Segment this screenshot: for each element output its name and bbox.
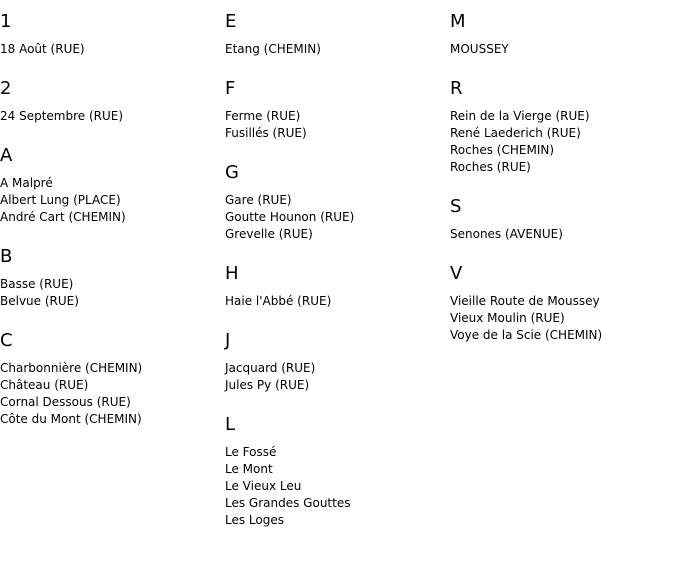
section-heading: S xyxy=(450,196,462,217)
street-link[interactable]: Voye de la Scie (CHEMIN) xyxy=(450,328,603,342)
street-link[interactable]: Les Grandes Gouttes xyxy=(225,496,351,510)
street-link[interactable]: Roches (CHEMIN) xyxy=(450,143,555,157)
index-section-a xyxy=(0,145,225,226)
street-link[interactable]: Vieille Route de Moussey xyxy=(450,294,600,308)
street-link[interactable]: Le Mont xyxy=(225,462,273,476)
section-heading: C xyxy=(0,330,13,351)
street-link[interactable]: 24 Septembre (RUE) xyxy=(0,109,124,123)
section-heading: L xyxy=(225,414,236,435)
index-section-h xyxy=(225,263,450,310)
index-section-b xyxy=(0,246,225,310)
section-heading: J xyxy=(225,330,231,351)
street-link[interactable]: Le Fossé xyxy=(225,445,277,459)
street-link[interactable]: Haie l'Abbé (RUE) xyxy=(225,294,332,308)
street-list xyxy=(225,108,450,142)
street-link[interactable]: Senones (AVENUE) xyxy=(450,227,563,241)
index-section-r xyxy=(450,78,675,176)
index-column-2 xyxy=(225,0,450,575)
street-list xyxy=(450,293,675,344)
section-heading: E xyxy=(225,11,237,32)
street-link[interactable]: Belvue (RUE) xyxy=(0,294,79,308)
index-section-m xyxy=(450,11,675,58)
street-link[interactable]: Grevelle (RUE) xyxy=(225,227,313,241)
street-list xyxy=(0,108,225,125)
section-heading: 1 xyxy=(0,11,12,32)
street-list xyxy=(0,276,225,310)
index-section-s xyxy=(450,196,675,243)
street-link[interactable]: Château (RUE) xyxy=(0,378,89,392)
index-section-j xyxy=(225,330,450,394)
street-link[interactable]: Jacquard (RUE) xyxy=(225,361,316,375)
street-link[interactable]: 18 Août (RUE) xyxy=(0,42,85,56)
section-heading: A xyxy=(0,145,13,166)
index-section-f xyxy=(225,78,450,142)
street-link[interactable]: Les Loges xyxy=(225,513,284,527)
street-link[interactable]: MOUSSEY xyxy=(450,42,509,56)
index-section-c xyxy=(0,330,225,428)
street-list xyxy=(450,108,675,176)
index-column-1 xyxy=(0,0,225,575)
index-section-l xyxy=(225,414,450,529)
street-link[interactable]: Vieux Moulin (RUE) xyxy=(450,311,565,325)
section-heading: G xyxy=(225,162,239,183)
street-link[interactable]: Côte du Mont (CHEMIN) xyxy=(0,412,142,426)
street-list xyxy=(225,360,450,394)
street-link[interactable]: René Laederich (RUE) xyxy=(450,126,581,140)
street-list xyxy=(0,41,225,58)
street-link[interactable]: Goutte Hounon (RUE) xyxy=(225,210,355,224)
street-list xyxy=(225,293,450,310)
street-list xyxy=(225,192,450,243)
street-link[interactable]: André Cart (CHEMIN) xyxy=(0,210,126,224)
street-link[interactable]: Le Vieux Leu xyxy=(225,479,302,493)
index-section-v xyxy=(450,263,675,344)
street-link[interactable]: Albert Lung (PLACE) xyxy=(0,193,121,207)
section-heading: V xyxy=(450,263,463,284)
index-section-2 xyxy=(0,78,225,125)
street-list xyxy=(225,444,450,529)
section-heading: B xyxy=(0,246,13,267)
section-heading: F xyxy=(225,78,236,99)
street-link[interactable]: Cornal Dessous (RUE) xyxy=(0,395,131,409)
street-list xyxy=(450,41,675,58)
street-link[interactable]: Etang (CHEMIN) xyxy=(225,42,321,56)
section-heading: 2 xyxy=(0,78,12,99)
index-section-1 xyxy=(0,11,225,58)
street-link[interactable]: Jules Py (RUE) xyxy=(225,378,310,392)
index-section-g xyxy=(225,162,450,243)
street-link[interactable]: Ferme (RUE) xyxy=(225,109,301,123)
section-heading: M xyxy=(450,11,466,32)
street-link[interactable]: Rein de la Vierge (RUE) xyxy=(450,109,590,123)
street-list xyxy=(225,41,450,58)
street-link[interactable]: Gare (RUE) xyxy=(225,193,292,207)
street-list xyxy=(450,226,675,243)
street-link[interactable]: Basse (RUE) xyxy=(0,277,74,291)
index-section-e xyxy=(225,11,450,58)
street-list xyxy=(0,360,225,428)
street-link[interactable]: Fusillés (RUE) xyxy=(225,126,307,140)
street-link[interactable]: Charbonnière (CHEMIN) xyxy=(0,361,143,375)
section-heading: H xyxy=(225,263,239,284)
street-link[interactable]: A Malpré xyxy=(0,176,53,190)
street-link[interactable]: Roches (RUE) xyxy=(450,160,531,174)
index-column-3 xyxy=(450,0,675,575)
section-heading: R xyxy=(450,78,463,99)
street-list xyxy=(0,175,225,226)
